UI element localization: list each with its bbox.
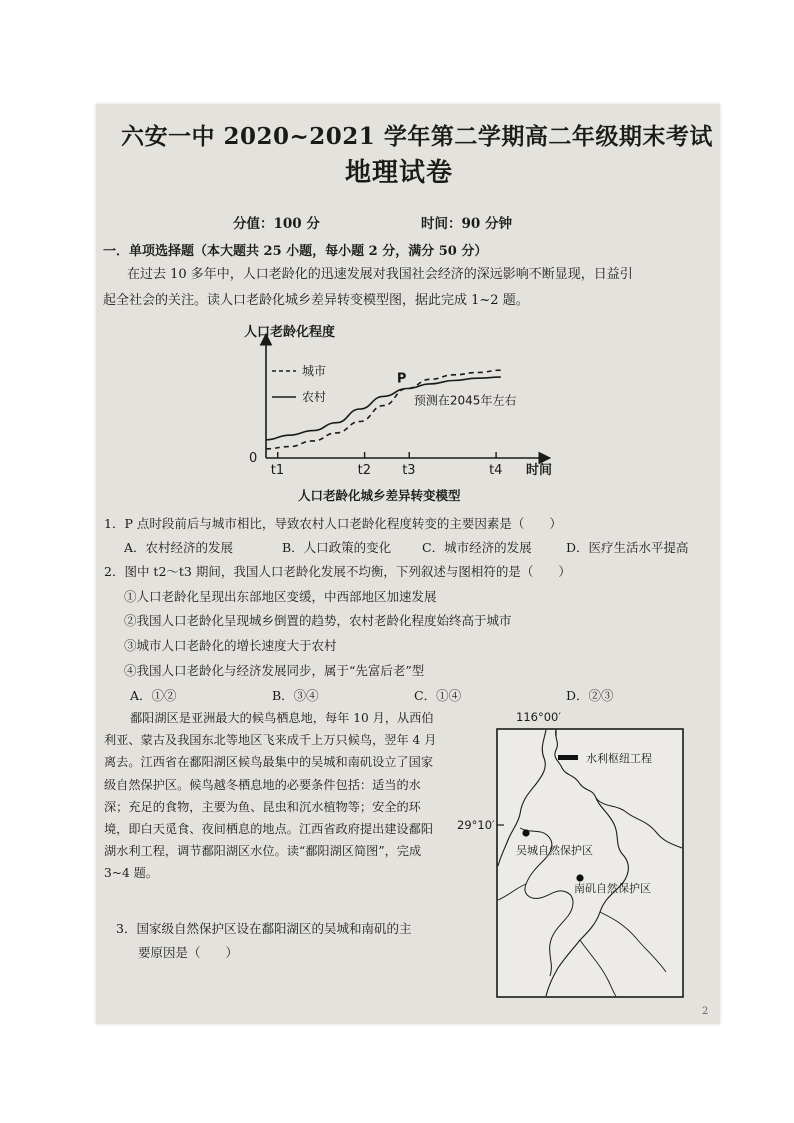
map-frame	[497, 729, 683, 997]
q2-option-d[interactable]: D．②③	[566, 688, 614, 703]
nanji-label: 南矶自然保护区	[574, 882, 651, 895]
q1-option-d[interactable]: D．医疗生活水平提高	[566, 540, 689, 555]
forecast-annotation: 预测在2045年左右	[413, 393, 517, 408]
dam-label: 水利枢纽工程	[586, 752, 652, 765]
x-tick-label-t2: t2	[357, 463, 371, 478]
q1-option-c[interactable]: C．城市经济的发展	[422, 540, 532, 555]
time-label: 时间：90 分钟	[421, 216, 512, 232]
q2-option-c[interactable]: C．①④	[414, 688, 462, 703]
score-label: 分值：100 分	[233, 216, 320, 232]
x-tick-label-t1: t1	[270, 463, 285, 478]
series-line-rural	[266, 377, 501, 440]
map-latitude-label: 29°10′	[457, 818, 495, 832]
origin-label: 0	[249, 451, 258, 466]
wucheng-label: 吴城自然保护区	[516, 844, 593, 857]
x-tick-label-t4: t4	[489, 463, 503, 478]
wucheng-point	[522, 829, 529, 836]
x-ticks	[271, 452, 503, 478]
question-3-stem-line1: 3．国家级自然保护区设在鄱阳湖区的吴城和南矶的主	[116, 921, 412, 936]
q2-statement-2: ②我国人口老龄化呈现城乡倒置的趋势，农村老龄化程度始终高于城市	[124, 613, 512, 628]
subject-title-text: 地理试卷	[345, 158, 454, 188]
q2-option-a[interactable]: A．①②	[130, 688, 177, 703]
aging-model-chart	[236, 322, 566, 506]
q2-statement-3: ③城市人口老龄化的增长速度大于农村	[124, 638, 337, 653]
question-1-stem: 1．P 点时段前后与城市相比，导致农村人口老龄化程度转变的主要因素是（ ）	[104, 516, 562, 531]
intro-line-1: 在过去 10 多年中，人口老龄化的迅速发展对我国社会经济的深远影响不断显现，日益引	[127, 267, 633, 282]
q2-option-b[interactable]: B．③④	[272, 688, 319, 703]
page-number: 2	[702, 1006, 709, 1017]
legend-label-city: 城市	[302, 364, 327, 378]
nanji-point	[576, 874, 583, 881]
x-axis-label: 时间	[526, 463, 553, 478]
legend	[272, 364, 326, 404]
passage-poyang: 鄱阳湖区是亚洲最大的候鸟栖息地，每年 10 月，从西伯利亚、蒙古及我国东北等地区飞来成千上万只候鸟，翌年 4 月离去。江西省在鄱阳湖区候鸟最集中的吴城和南矶设立了国家级自然保护区。候鸟越冬栖息地的必要条件包括：适当的水深；充足的食物，主要为鱼、昆虫和沉水植物等；安全的环境，即白天觅食、夜间栖息的地点。江西省政府提出建设鄱阳湖水利工程，调节鄱阳湖区水位。读“鄱阳湖区简图”，完成 3~4 题。	[104, 711, 437, 881]
q1-option-b[interactable]: B．人口政策的变化	[282, 540, 392, 555]
chart-caption: 人口老龄化城乡差异转变模型	[298, 488, 461, 503]
series-line-city	[266, 370, 501, 449]
poyang-lake-map	[496, 728, 686, 1000]
exam-title: 六安一中 2020~2021 学年第二学期高二年级期末考试	[121, 123, 713, 150]
y-axis-label: 人口老龄化程度	[244, 325, 336, 340]
section-heading: 一．单项选择题（本大题共 25 小题，每小题 2 分，满分 50 分）	[103, 244, 488, 259]
dam-marker	[558, 755, 578, 760]
map-longitude-label: 116°00′	[516, 710, 561, 724]
question-3-stem-line2: 要原因是（ ）	[138, 945, 239, 960]
question-2-stem: 2．图中 t2～t3 期间，我国人口老龄化发展不均衡，下列叙述与图相符的是（ ）	[104, 564, 571, 579]
legend-label-rural: 农村	[302, 390, 327, 404]
q2-statement-4: ④我国人口老龄化与经济发展同步，属于“先富后老”型	[124, 663, 425, 678]
x-tick-label-t3: t3	[402, 463, 416, 478]
intersection-point-label: P	[396, 371, 407, 387]
q2-statement-1: ①人口老龄化呈现出东部地区变缓，中西部地区加速发展	[124, 589, 437, 604]
intro-line-2: 起全社会的关注。读人口老龄化城乡差异转变模型图，据此完成 1~2 题。	[103, 293, 529, 308]
q1-option-a[interactable]: A．农村经济的发展	[124, 540, 234, 555]
